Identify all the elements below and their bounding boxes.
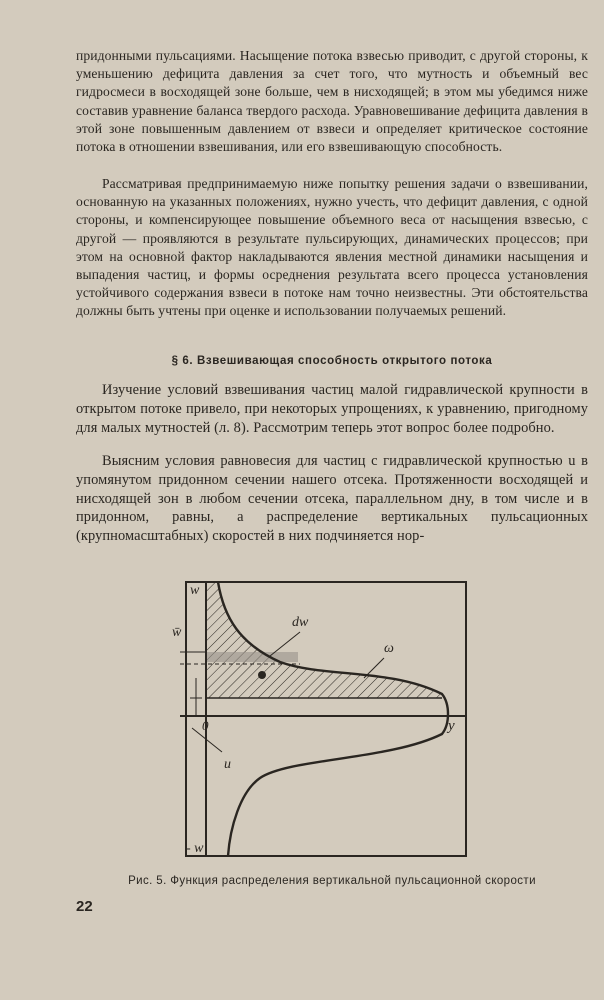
dw-strip — [206, 652, 298, 662]
label-y-axis: y — [448, 718, 455, 734]
label-w-bar: w̄ — [172, 625, 182, 640]
label-u: u — [224, 757, 231, 772]
label-origin: 0 — [202, 718, 209, 733]
distribution-diagram — [150, 578, 480, 878]
label-w-top: w — [190, 583, 200, 598]
paragraph-4: Выясним условия равновесия для частиц с гидравлической крупностью u в упомянутом придонном сечении нашего отсека. Протяженности восходящей и нисходящей зон в любом сечении отсека, параллельном дну, в том числе и в придонном, равны, а распределение вертикальных пульсационных (крупномасштабных) скоростей в них подчиняется нор- — [76, 453, 588, 545]
label-w-bottom: - w — [186, 841, 204, 856]
section-heading: § 6. Взвешивающая способность открытого потока — [171, 355, 493, 367]
figure-caption: Рис. 5. Функция распределения вертикальной пульсационной скорости — [128, 875, 536, 887]
point-marker — [258, 671, 266, 679]
label-omega: ω — [384, 641, 394, 656]
label-dw: dw — [292, 615, 309, 630]
figure-distribution — [150, 578, 480, 878]
paragraph-2: Рассматривая предпринимаемую ниже попытку решения задачи о взвешивании, основанную на указанных положениях, нужно учесть, что дефицит давления, с одной стороны, и компенсирующее повышение объемного веса от насыщения взвесью, с другой — проявляются в результате пульсирующих, динамических процессов; при этом на основной фактор накладываются явления местной динамики насыщения и выпадения частиц, и формы осреднения результата всего процесса установления устойчивого содержания взвеси в потоке нам точно неизвестны. Эти обстоятельства должны быть учтены при оценке и использовании получаемых решений. — [76, 176, 588, 319]
distribution-curve — [218, 582, 448, 856]
paragraph-3: Изучение условий взвешивания частиц малой гидравлической крупности в открытом потоке привело, при некоторых упрощениях, к уравнению, пригодному для малых мутностей (л. 8). Рассмотрим теперь этот вопрос более подробно. — [76, 382, 588, 436]
page-number: 22 — [76, 898, 93, 915]
paragraph-1: придонными пульсациями. Насыщение потока взвесью приводит, с другой стороны, к уменьшению дефицита давления за счет того, что мутность и объемный вес гидросмеси в восходящей зоне больше, чем в нисходящей; в этом мы убедимся ниже составив уравнение баланса твердого расхода. Уравновешивание дефицита давления в этой зоне повышенным давлением от взвеси и определяет критическое состояние потока в отношении взвешивания, или его взвешивающую способность. — [76, 48, 588, 155]
